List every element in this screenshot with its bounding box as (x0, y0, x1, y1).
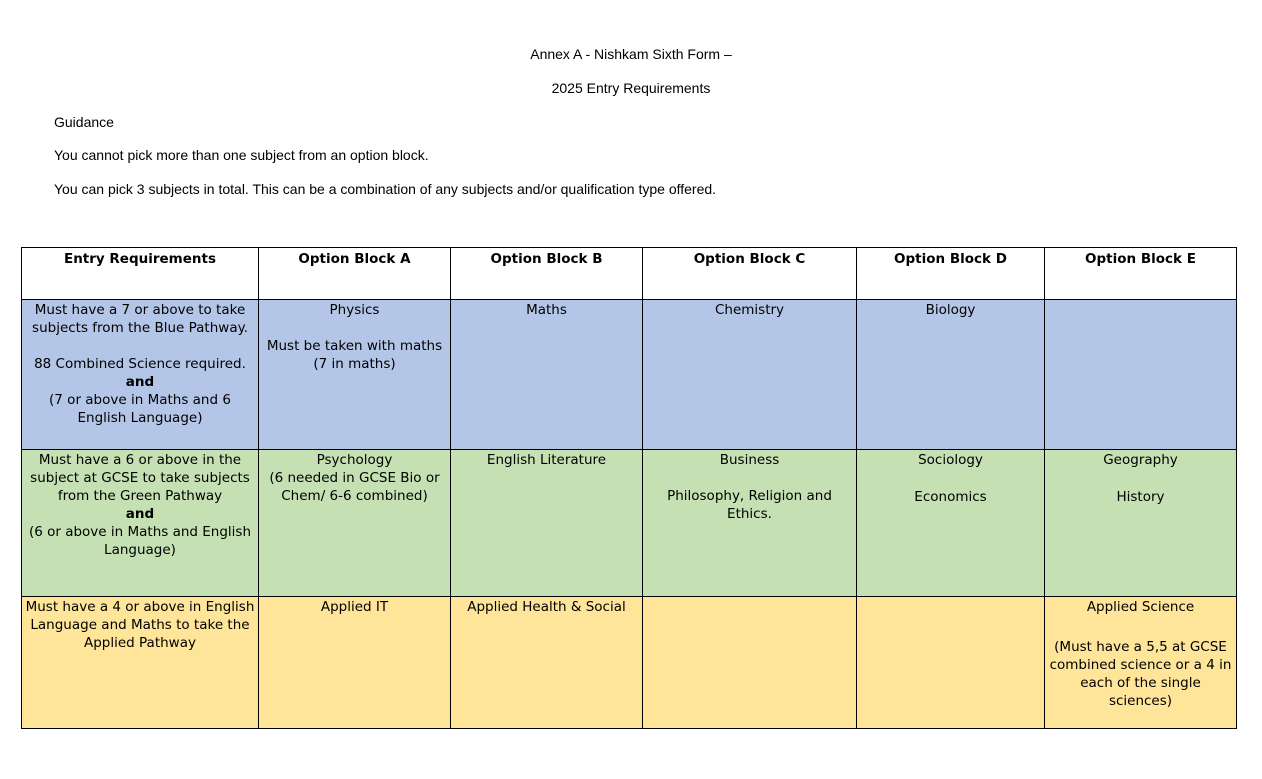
subject-physics: Physics (329, 302, 380, 318)
green-block-d-cell (857, 450, 1045, 597)
blue-block-c-cell (643, 300, 857, 450)
subject-applied-it: Applied IT (320, 599, 389, 615)
blue-block-d-cell (857, 300, 1045, 450)
green-block-b-cell (451, 450, 643, 597)
yellow-requirement-cell (22, 597, 259, 729)
blue-requirement-line3: (7 or above in Maths and 6 English Language) (49, 392, 231, 426)
blue-block-b-cell (451, 300, 643, 450)
blue-block-e-cell (1045, 300, 1237, 450)
blue-requirement-cell (22, 300, 259, 450)
header-entry-requirements: Entry Requirements (22, 248, 259, 300)
header-option-block-c: Option Block C (643, 248, 857, 300)
subject-maths: Maths (526, 302, 567, 318)
subject-chemistry: Chemistry (714, 302, 785, 318)
header-option-block-d: Option Block D (857, 248, 1045, 300)
applied-pathway-row (22, 597, 1237, 729)
yellow-block-e-cell (1045, 597, 1237, 729)
green-block-c-cell (643, 450, 857, 597)
subject-applied-health-social: Applied Health & Social (467, 599, 626, 615)
yellow-block-b-cell (451, 597, 643, 729)
header-option-block-b: Option Block B (451, 248, 643, 300)
header-option-block-a: Option Block A (259, 248, 451, 300)
guidance-line-1: You cannot pick more than one subject from an option block. (54, 147, 429, 163)
yellow-block-c-cell (643, 597, 857, 729)
subject-economics: Economics (914, 489, 987, 505)
green-requirement-line2: (6 or above in Maths and English Language) (28, 524, 252, 558)
document-subtitle: 2025 Entry Requirements (551, 80, 711, 96)
subject-sociology: Sociology (918, 452, 983, 468)
blue-requirement-and: and (125, 374, 155, 390)
physics-note: Must be taken with maths (7 in maths) (266, 338, 443, 372)
header-option-block-e: Option Block E (1045, 248, 1237, 300)
green-pathway-row (22, 450, 1237, 597)
subject-philosophy-religion-ethics: Philosophy, Religion and Ethics. (667, 488, 832, 522)
subject-business: Business (719, 452, 780, 468)
subject-history: History (1116, 489, 1165, 505)
applied-requirement-text: Must have a 4 or above in English Language and Maths to take the Applied Pathway (25, 599, 255, 651)
guidance-line-2: You can pick 3 subjects in total. This can be a combination of any subjects and/or qualification type offered. (54, 181, 717, 197)
table-header-row (22, 248, 1237, 300)
green-requirement-line1: Must have a 6 or above in the subject at GCSE to take subjects from the Green Pathway (30, 452, 250, 504)
yellow-block-d-cell (857, 597, 1045, 729)
blue-block-a-cell (259, 300, 451, 450)
blue-requirement-line1: Must have a 7 or above to take subjects from the Blue Pathway. (32, 302, 248, 336)
green-requirement-and: and (125, 506, 155, 522)
blue-pathway-row (22, 300, 1237, 450)
guidance-heading: Guidance (54, 114, 114, 130)
subject-biology: Biology (925, 302, 976, 318)
document-title: Annex A - Nishkam Sixth Form – (530, 46, 732, 62)
psychology-note: (6 needed in GCSE Bio or Chem/ 6-6 combined) (269, 470, 440, 504)
applied-science-note: (Must have a 5,5 at GCSE combined science or a 4 in each of the single sciences) (1049, 639, 1232, 709)
green-block-a-cell (259, 450, 451, 597)
subject-geography: Geography (1103, 452, 1178, 468)
blue-requirement-line2: 88 Combined Science required. (34, 356, 246, 372)
subject-applied-science: Applied Science (1086, 599, 1195, 615)
entry-requirements-table (21, 247, 1237, 729)
green-block-e-cell (1045, 450, 1237, 597)
subject-psychology: Psychology (316, 452, 393, 468)
green-requirement-cell (22, 450, 259, 597)
yellow-block-a-cell (259, 597, 451, 729)
subject-english-literature: English Literature (486, 452, 607, 468)
